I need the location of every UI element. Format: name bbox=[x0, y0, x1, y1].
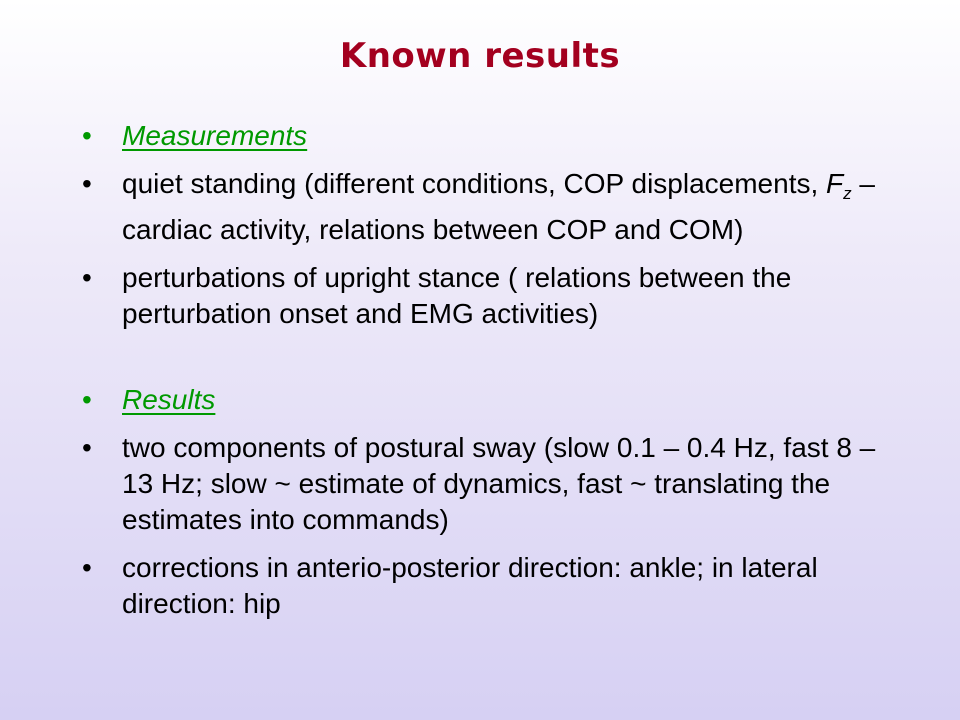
bullet-icon: • bbox=[82, 120, 92, 151]
list-item-text: corrections in anterio-posterior direction: ankle; in lateral direction: hip bbox=[122, 552, 818, 619]
heading-text: Results bbox=[122, 384, 216, 415]
bullet-icon: • bbox=[82, 432, 92, 463]
heading-text: Measurements bbox=[122, 120, 308, 151]
list-item-sway-components bbox=[78, 430, 898, 538]
bullet-icon: • bbox=[82, 168, 92, 199]
text-segment: – cardiac activity, relations between COP and COM) bbox=[122, 168, 876, 245]
slide-title: Known results bbox=[339, 36, 621, 76]
list-item-quiet-standing bbox=[78, 166, 898, 248]
section-spacer bbox=[78, 344, 898, 382]
variable-symbol: F bbox=[826, 168, 844, 199]
list-item-corrections bbox=[78, 550, 898, 622]
bullet-list bbox=[78, 118, 898, 634]
text-segment: quiet standing (different conditions, COP displacements, bbox=[122, 168, 827, 199]
section-heading-results bbox=[78, 382, 898, 418]
bullet-icon: • bbox=[82, 384, 92, 415]
bullet-icon: • bbox=[82, 552, 92, 583]
list-item-perturbations bbox=[78, 260, 898, 332]
variable-subscript: z bbox=[843, 184, 852, 203]
list-item-text bbox=[122, 166, 898, 248]
force-variable bbox=[826, 168, 852, 203]
list-item-text: perturbations of upright stance ( relations between the perturbation onset and EMG activities) bbox=[122, 262, 792, 329]
list-item-text: two components of postural sway (slow 0.1 – 0.4 Hz, fast 8 –13 Hz; slow ~ estimate of dynamics, fast ~ translating the estimates into commands) bbox=[122, 432, 876, 535]
section-heading-measurements bbox=[78, 118, 898, 154]
bullet-icon: • bbox=[82, 262, 92, 293]
